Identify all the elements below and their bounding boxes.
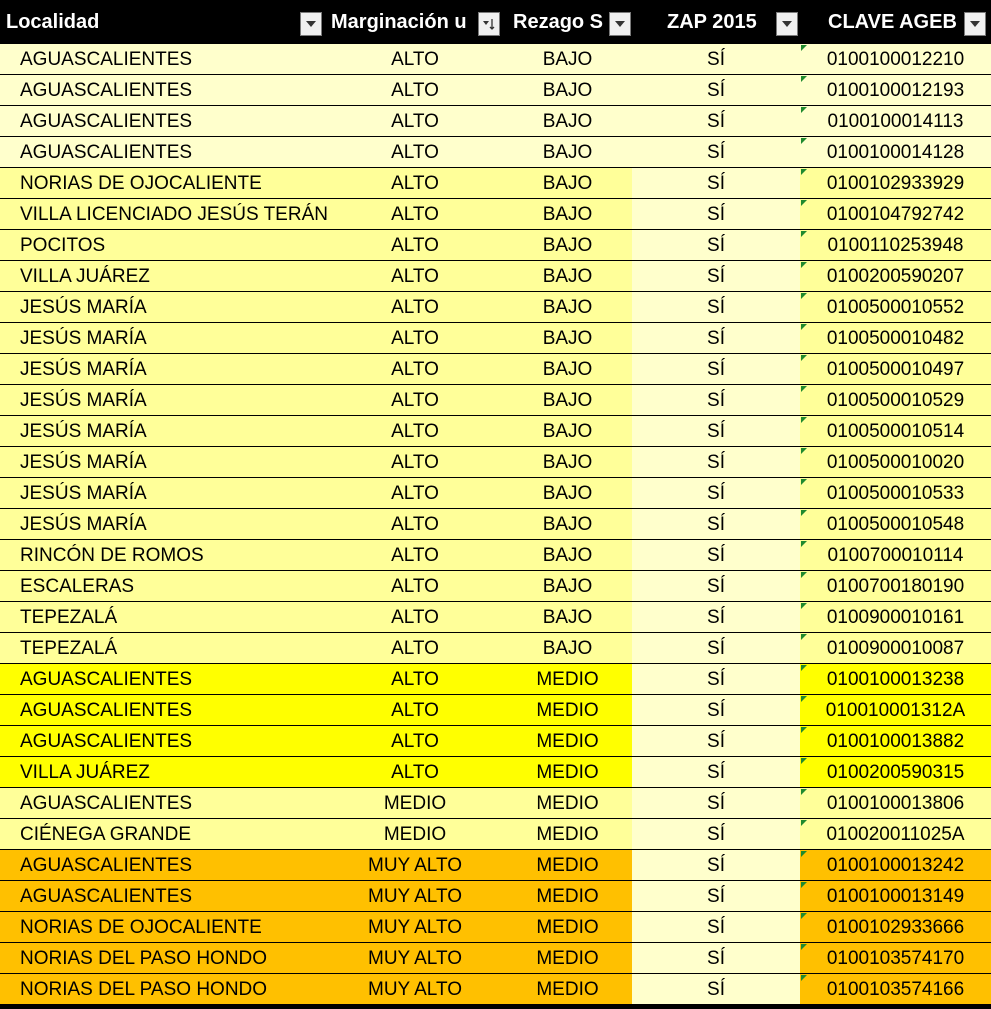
cell-localidad[interactable]: ESCALERAS	[20, 576, 135, 597]
number-as-text-indicator-icon	[801, 913, 807, 919]
table-row	[0, 385, 991, 415]
cell-zap[interactable]: SÍ	[707, 731, 725, 752]
cell-rezago[interactable]: MEDIO	[536, 731, 599, 752]
number-as-text-indicator-icon	[801, 603, 807, 609]
cell-clave-ageb[interactable]: 010020011025A	[826, 824, 965, 845]
cell-localidad[interactable]: JESÚS MARÍA	[20, 328, 147, 349]
cell-marginacion[interactable]: MEDIO	[383, 824, 447, 845]
cell-marginacion[interactable]: ALTO	[391, 266, 439, 287]
cell-zap[interactable]: SÍ	[707, 142, 725, 163]
number-as-text-indicator-icon	[801, 820, 807, 826]
cell-localidad[interactable]: JESÚS MARÍA	[20, 421, 147, 442]
number-as-text-indicator-icon	[801, 758, 807, 764]
table-row	[0, 168, 991, 198]
cell-rezago[interactable]: MEDIO	[536, 824, 599, 845]
cell-zap[interactable]: SÍ	[707, 824, 725, 845]
cell-localidad[interactable]: JESÚS MARÍA	[20, 390, 147, 411]
table-row	[0, 881, 991, 911]
cell-marginacion[interactable]: ALTO	[391, 421, 439, 442]
cell-clave-ageb[interactable]: 0100700010114	[827, 545, 964, 566]
number-as-text-indicator-icon	[801, 851, 807, 857]
number-as-text-indicator-icon	[801, 696, 807, 702]
cell-marginacion[interactable]: ALTO	[391, 762, 439, 783]
cell-localidad[interactable]: JESÚS MARÍA	[20, 452, 147, 473]
cell-marginacion[interactable]: ALTO	[391, 545, 439, 566]
cell-zap[interactable]: SÍ	[707, 917, 725, 938]
header-clave[interactable]: CLAVE AGEB	[828, 11, 957, 33]
cell-clave-ageb[interactable]: 0100500010482	[826, 328, 965, 349]
cell-rezago[interactable]: MEDIO	[536, 669, 599, 690]
cell-marginacion[interactable]: ALTO	[391, 514, 439, 535]
cell-clave-ageb[interactable]: 0100900010161	[826, 607, 965, 628]
cell-zap[interactable]: SÍ	[707, 111, 725, 132]
cell-rezago[interactable]: MEDIO	[536, 855, 599, 876]
cell-marginacion[interactable]: ALTO	[391, 576, 439, 597]
cell-zap[interactable]: SÍ	[707, 266, 725, 287]
cell-rezago[interactable]: MEDIO	[536, 886, 599, 907]
cell-marginacion[interactable]: ALTO	[391, 359, 439, 380]
cell-clave-ageb[interactable]: 0100103574166	[826, 979, 965, 1000]
cell-clave-ageb[interactable]: 0100104792742	[826, 204, 965, 225]
filter-dropdown-icon[interactable]	[609, 12, 631, 36]
cell-rezago[interactable]: BAJO	[542, 266, 593, 287]
cell-clave-ageb[interactable]: 0100700180190	[826, 576, 965, 597]
cell-localidad[interactable]: AGUASCALIENTES	[20, 793, 193, 814]
table-row	[0, 974, 991, 1004]
cell-clave-ageb[interactable]: 0100500010529	[826, 390, 965, 411]
cell-zap[interactable]: SÍ	[707, 483, 725, 504]
table-row	[0, 726, 991, 756]
cell-rezago[interactable]: MEDIO	[536, 793, 599, 814]
cell-marginacion[interactable]: ALTO	[391, 173, 439, 194]
cell-zap[interactable]: SÍ	[707, 235, 725, 256]
cell-localidad[interactable]: VILLA JUÁREZ	[20, 266, 150, 287]
cell-rezago[interactable]: BAJO	[542, 235, 593, 256]
cell-localidad[interactable]: AGUASCALIENTES	[20, 111, 193, 132]
cell-marginacion[interactable]: ALTO	[391, 483, 439, 504]
cell-marginacion[interactable]: MUY ALTO	[368, 979, 462, 1000]
cell-clave-ageb[interactable]: 0100110253948	[827, 235, 964, 256]
cell-rezago[interactable]: MEDIO	[536, 762, 599, 783]
cell-zap[interactable]: SÍ	[707, 173, 725, 194]
cell-clave-ageb[interactable]: 0100500010548	[826, 514, 965, 535]
number-as-text-indicator-icon	[801, 727, 807, 733]
cell-rezago[interactable]: MEDIO	[536, 948, 599, 969]
cell-marginacion[interactable]: ALTO	[391, 80, 439, 101]
cell-localidad[interactable]: AGUASCALIENTES	[20, 886, 193, 907]
cell-clave-ageb[interactable]: 0100500010533	[826, 483, 965, 504]
cell-clave-ageb[interactable]: 0100100013242	[826, 855, 965, 876]
number-as-text-indicator-icon	[801, 634, 807, 640]
table-row	[0, 540, 991, 570]
cell-rezago[interactable]: MEDIO	[536, 917, 599, 938]
number-as-text-indicator-icon	[801, 510, 807, 516]
cell-localidad[interactable]: AGUASCALIENTES	[20, 669, 193, 690]
table-row	[0, 664, 991, 694]
table-row	[0, 633, 991, 663]
cell-clave-ageb[interactable]: 0100100014113	[827, 111, 964, 132]
cell-rezago[interactable]: BAJO	[542, 111, 593, 132]
cell-zap[interactable]: SÍ	[707, 328, 725, 349]
table-row	[0, 354, 991, 384]
number-as-text-indicator-icon	[801, 231, 807, 237]
number-as-text-indicator-icon	[801, 324, 807, 330]
cell-localidad[interactable]: AGUASCALIENTES	[20, 700, 193, 721]
cell-clave-ageb[interactable]: 0100200590315	[826, 762, 965, 783]
number-as-text-indicator-icon	[801, 882, 807, 888]
table-row	[0, 912, 991, 942]
cell-clave-ageb[interactable]: 010010001312A	[825, 700, 966, 721]
table-row	[0, 75, 991, 105]
cell-clave-ageb[interactable]: 0100100014128	[826, 142, 965, 163]
cell-marginacion[interactable]: ALTO	[391, 700, 439, 721]
cell-localidad[interactable]: JESÚS MARÍA	[20, 483, 147, 504]
table-row	[0, 106, 991, 136]
number-as-text-indicator-icon	[801, 386, 807, 392]
cell-localidad[interactable]: AGUASCALIENTES	[20, 142, 193, 163]
cell-localidad[interactable]: AGUASCALIENTES	[20, 731, 193, 752]
cell-rezago[interactable]: BAJO	[542, 142, 593, 163]
cell-rezago[interactable]: BAJO	[542, 545, 593, 566]
cell-rezago[interactable]: BAJO	[542, 421, 593, 442]
cell-clave-ageb[interactable]: 0100500010020	[826, 452, 965, 473]
cell-zap[interactable]: SÍ	[707, 855, 725, 876]
cell-clave-ageb[interactable]: 0100102933929	[826, 173, 965, 194]
header-rezago[interactable]: Rezago S	[513, 11, 604, 33]
cell-clave-ageb[interactable]: 0100500010552	[826, 297, 965, 318]
table-row	[0, 447, 991, 477]
number-as-text-indicator-icon	[801, 789, 807, 795]
header-localidad[interactable]: Localidad	[6, 11, 100, 33]
cell-marginacion[interactable]: ALTO	[391, 731, 439, 752]
number-as-text-indicator-icon	[801, 975, 807, 981]
cell-localidad[interactable]: JESÚS MARÍA	[20, 297, 147, 318]
table-body	[0, 44, 991, 1005]
cell-marginacion[interactable]: ALTO	[391, 328, 439, 349]
number-as-text-indicator-icon	[801, 479, 807, 485]
cell-localidad[interactable]: NORIAS DE OJOCALIENTE	[20, 173, 262, 194]
cell-rezago[interactable]: BAJO	[542, 328, 593, 349]
cell-rezago[interactable]: BAJO	[542, 359, 593, 380]
table-row	[0, 819, 991, 849]
cell-marginacion[interactable]: ALTO	[391, 607, 439, 628]
header-row	[0, 0, 991, 44]
cell-marginacion[interactable]: ALTO	[391, 638, 439, 659]
cell-zap[interactable]: SÍ	[707, 421, 725, 442]
table-row	[0, 323, 991, 353]
cell-marginacion[interactable]: ALTO	[391, 204, 439, 225]
cell-zap[interactable]: SÍ	[707, 80, 725, 101]
cell-marginacion[interactable]: MEDIO	[383, 793, 447, 814]
filter-dropdown-icon[interactable]	[776, 12, 798, 36]
cell-clave-ageb[interactable]: 0100100013149	[826, 886, 965, 907]
number-as-text-indicator-icon	[801, 572, 807, 578]
cell-clave-ageb[interactable]: 0100500010514	[826, 421, 965, 442]
number-as-text-indicator-icon	[801, 665, 807, 671]
cell-clave-ageb[interactable]: 0100103574170	[826, 948, 965, 969]
cell-localidad[interactable]: NORIAS DEL PASO HONDO	[20, 979, 268, 1000]
number-as-text-indicator-icon	[801, 355, 807, 361]
filter-dropdown-icon[interactable]	[964, 12, 986, 36]
sort-filter-icon[interactable]	[478, 12, 500, 36]
cell-rezago[interactable]: BAJO	[542, 390, 593, 411]
number-as-text-indicator-icon	[801, 45, 807, 51]
cell-clave-ageb[interactable]: 0100102933666	[826, 917, 965, 938]
cell-localidad[interactable]: NORIAS DE OJOCALIENTE	[20, 917, 262, 938]
cell-marginacion[interactable]: ALTO	[391, 452, 439, 473]
table-row	[0, 44, 991, 74]
cell-localidad[interactable]: AGUASCALIENTES	[20, 49, 193, 70]
cell-localidad[interactable]: VILLA JUÁREZ	[20, 762, 150, 783]
cell-localidad[interactable]: CIÉNEGA GRANDE	[20, 824, 192, 845]
number-as-text-indicator-icon	[801, 262, 807, 268]
cell-localidad[interactable]: RINCÓN DE ROMOS	[20, 545, 204, 566]
cell-rezago[interactable]: BAJO	[542, 173, 593, 194]
cell-rezago[interactable]: BAJO	[542, 297, 593, 318]
cell-zap[interactable]: SÍ	[707, 576, 725, 597]
cell-rezago[interactable]: BAJO	[542, 49, 593, 70]
cell-zap[interactable]: SÍ	[707, 607, 725, 628]
header-marginacion[interactable]: Marginación u	[331, 11, 467, 33]
table-row	[0, 571, 991, 601]
cell-zap[interactable]: SÍ	[707, 638, 725, 659]
cell-marginacion[interactable]: MUY ALTO	[368, 855, 462, 876]
cell-clave-ageb[interactable]: 0100100013806	[826, 793, 965, 814]
cell-marginacion[interactable]: ALTO	[391, 297, 439, 318]
cell-zap[interactable]: SÍ	[707, 452, 725, 473]
cell-zap[interactable]: SÍ	[707, 514, 725, 535]
cell-zap[interactable]: SÍ	[707, 49, 725, 70]
cell-clave-ageb[interactable]: 0100900010087	[826, 638, 965, 659]
number-as-text-indicator-icon	[801, 138, 807, 144]
cell-zap[interactable]: SÍ	[707, 297, 725, 318]
table-row	[0, 137, 991, 167]
cell-localidad[interactable]: POCITOS	[20, 235, 106, 256]
cell-zap[interactable]: SÍ	[707, 545, 725, 566]
number-as-text-indicator-icon	[801, 944, 807, 950]
number-as-text-indicator-icon	[801, 200, 807, 206]
cell-clave-ageb[interactable]: 0100100012210	[826, 49, 965, 70]
cell-localidad[interactable]: NORIAS DEL PASO HONDO	[20, 948, 268, 969]
table-row	[0, 850, 991, 880]
cell-rezago[interactable]: BAJO	[542, 80, 593, 101]
cell-marginacion[interactable]: ALTO	[391, 142, 439, 163]
cell-marginacion[interactable]: ALTO	[391, 235, 439, 256]
number-as-text-indicator-icon	[801, 76, 807, 82]
table-row	[0, 261, 991, 291]
table-row	[0, 416, 991, 446]
cell-marginacion[interactable]: ALTO	[391, 669, 439, 690]
cell-rezago[interactable]: BAJO	[542, 638, 593, 659]
table-row	[0, 292, 991, 322]
number-as-text-indicator-icon	[801, 448, 807, 454]
cell-clave-ageb[interactable]: 0100100012193	[826, 80, 965, 101]
cell-rezago[interactable]: MEDIO	[536, 700, 599, 721]
cell-zap[interactable]: SÍ	[707, 390, 725, 411]
cell-rezago[interactable]: BAJO	[542, 204, 593, 225]
cell-localidad[interactable]: JESÚS MARÍA	[20, 359, 147, 380]
cell-localidad[interactable]: JESÚS MARÍA	[20, 514, 147, 535]
cell-marginacion[interactable]: ALTO	[391, 390, 439, 411]
cell-clave-ageb[interactable]: 0100100013882	[826, 731, 965, 752]
cell-zap[interactable]: SÍ	[707, 793, 725, 814]
cell-marginacion[interactable]: MUY ALTO	[368, 917, 462, 938]
cell-rezago[interactable]: BAJO	[542, 483, 593, 504]
table-row	[0, 757, 991, 787]
number-as-text-indicator-icon	[801, 107, 807, 113]
cell-marginacion[interactable]: ALTO	[391, 49, 439, 70]
cell-marginacion[interactable]: ALTO	[391, 111, 439, 132]
table-row	[0, 230, 991, 260]
table-row	[0, 602, 991, 632]
table-row	[0, 695, 991, 725]
cell-clave-ageb[interactable]: 0100200590207	[826, 266, 965, 287]
cell-localidad[interactable]: AGUASCALIENTES	[20, 80, 193, 101]
number-as-text-indicator-icon	[801, 417, 807, 423]
cell-marginacion[interactable]: MUY ALTO	[368, 886, 462, 907]
cell-localidad[interactable]: TEPEZALÁ	[20, 607, 118, 628]
cell-rezago[interactable]: BAJO	[542, 607, 593, 628]
cell-clave-ageb[interactable]: 0100100013238	[826, 669, 965, 690]
table-row	[0, 788, 991, 818]
cell-zap[interactable]: SÍ	[707, 886, 725, 907]
cell-localidad[interactable]: VILLA LICENCIADO JESÚS TERÁN	[20, 204, 328, 225]
table-row	[0, 478, 991, 508]
cell-clave-ageb[interactable]: 0100500010497	[826, 359, 965, 380]
cell-zap[interactable]: SÍ	[707, 669, 725, 690]
table-row	[0, 199, 991, 229]
table-row	[0, 509, 991, 539]
table-row	[0, 943, 991, 973]
cell-zap[interactable]: SÍ	[707, 948, 725, 969]
cell-localidad[interactable]: AGUASCALIENTES	[20, 855, 193, 876]
number-as-text-indicator-icon	[801, 293, 807, 299]
number-as-text-indicator-icon	[801, 541, 807, 547]
cell-marginacion[interactable]: MUY ALTO	[368, 948, 462, 969]
filter-dropdown-icon[interactable]	[300, 12, 322, 36]
cell-rezago[interactable]: MEDIO	[536, 979, 599, 1000]
cell-zap[interactable]: SÍ	[707, 979, 725, 1000]
cell-rezago[interactable]: BAJO	[542, 452, 593, 473]
cell-rezago[interactable]: BAJO	[542, 514, 593, 535]
cell-rezago[interactable]: BAJO	[542, 576, 593, 597]
cell-localidad[interactable]: TEPEZALÁ	[20, 638, 118, 659]
cell-zap[interactable]: SÍ	[707, 700, 725, 721]
cell-zap[interactable]: SÍ	[707, 359, 725, 380]
cell-zap[interactable]: SÍ	[707, 762, 725, 783]
header-zap[interactable]: ZAP 2015	[667, 11, 757, 33]
number-as-text-indicator-icon	[801, 169, 807, 175]
cell-zap[interactable]: SÍ	[707, 204, 725, 225]
